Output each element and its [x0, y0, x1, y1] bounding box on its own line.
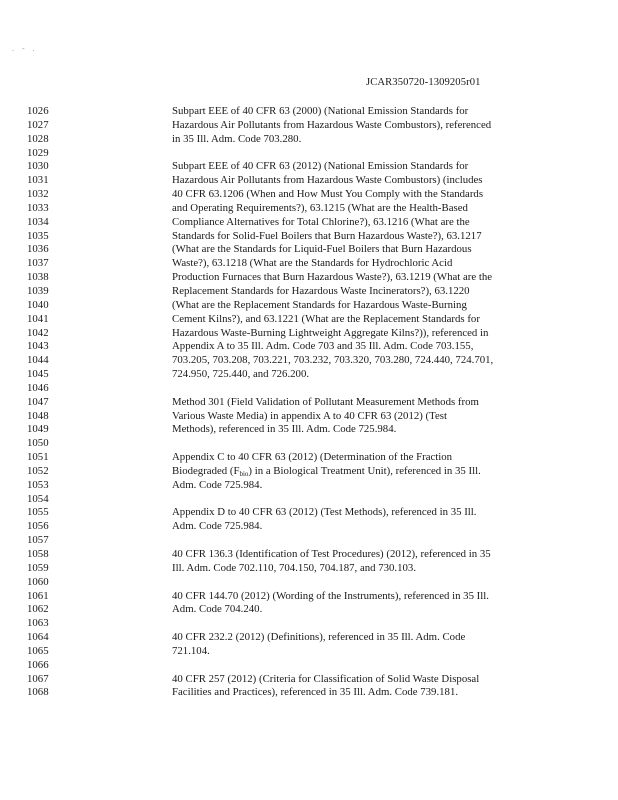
line-number: 1031	[27, 174, 49, 187]
text-line: Replacement Standards for Hazardous Waste Incinerators?), 63.1220	[172, 284, 470, 297]
line-number: 1037	[27, 257, 49, 270]
text-line: 703.205, 703.208, 703.221, 703.232, 703.320, 703.280, 724.440, 724.701,	[172, 354, 494, 367]
line-number: 1034	[27, 215, 49, 228]
line-number: 1028	[27, 132, 49, 145]
line-number: 1045	[27, 368, 49, 381]
line-number: 1038	[27, 271, 49, 284]
line-number: 1054	[27, 492, 49, 505]
line-number: 1062	[27, 603, 49, 616]
text-line: 721.104.	[172, 644, 210, 657]
text-fragment: ) in a Biological Treatment Unit), referenced in 35 Ill.	[248, 464, 481, 477]
line-number: 1061	[27, 589, 49, 602]
text-line: Compliance Alternatives for Total Chlorine?), 63.1216 (What are the	[172, 215, 470, 228]
line-number: 1049	[27, 423, 49, 436]
line-number: 1047	[27, 395, 49, 408]
text-line	[172, 382, 592, 396]
text-line: Production Furnaces that Burn Hazardous Waste?), 63.1219 (What are the	[172, 271, 493, 284]
line-number: 1032	[27, 188, 49, 201]
text-line: 40 CFR 257 (2012) (Criteria for Classification of Solid Waste Disposal	[172, 672, 480, 685]
text-line: Methods), referenced in 35 Ill. Adm. Code 725.984.	[172, 423, 397, 436]
text-line	[172, 493, 592, 507]
text-line: and Operating Requirements?), 63.1215 (What are the Health-Based	[172, 201, 468, 214]
text-line: Cement Kilns?), and 63.1221 (What are the Replacement Standards for	[172, 312, 480, 325]
line-number: 1039	[27, 284, 49, 297]
text-line: Adm. Code 704.240.	[172, 603, 263, 616]
text-line: 40 CFR 144.70 (2012) (Wording of the Instruments), referenced in 35 Ill.	[172, 589, 489, 602]
text-line: in 35 Ill. Adm. Code 703.280.	[172, 132, 302, 145]
line-number: 1067	[27, 672, 49, 685]
line-number: 1044	[27, 354, 49, 367]
text-line: 724.950, 725.440, and 726.200.	[172, 368, 310, 381]
text-line: Hazardous Air Pollutants from Hazardous Waste Combustors), referenced	[172, 118, 492, 131]
text-line: Subpart EEE of 40 CFR 63 (2012) (National Emission Standards for	[172, 160, 469, 173]
text-line: Hazardous Air Pollutants from Hazardous Waste Combustors) (includes	[172, 174, 483, 187]
line-number: 1043	[27, 340, 49, 353]
text-line	[172, 617, 592, 631]
text-line	[172, 659, 592, 673]
text-line: Appendix D to 40 CFR 63 (2012) (Test Methods), referenced in 35 Ill.	[172, 506, 477, 519]
line-number: 1040	[27, 298, 49, 311]
line-number: 1035	[27, 229, 49, 242]
line-number: 1052	[27, 464, 49, 477]
line-number: 1042	[27, 326, 49, 339]
line-number: 1046	[27, 381, 49, 394]
text-line: Various Waste Media) in appendix A to 40 CFR 63 (2012) (Test	[172, 409, 447, 422]
line-number: 1026	[27, 105, 49, 117]
line-number: 1041	[27, 312, 49, 325]
text-line	[172, 147, 592, 161]
subscript: bio	[239, 469, 249, 478]
line-number: 1064	[27, 631, 49, 644]
text-line: Adm. Code 725.984.	[172, 520, 263, 533]
text-line: Appendix A to 35 Ill. Adm. Code 703 and 35 Ill. Adm. Code 703.155,	[172, 340, 474, 353]
text-line: Method 301 (Field Validation of Pollutant Measurement Methods from	[172, 395, 479, 408]
text-line	[172, 576, 592, 590]
line-number: 1065	[27, 644, 49, 657]
line-number: 1066	[27, 658, 49, 671]
text-line: Subpart EEE of 40 CFR 63 (2000) (National Emission Standards for	[172, 105, 469, 117]
line-number: 1027	[27, 118, 49, 131]
line-number: 1057	[27, 534, 49, 547]
line-number: 1063	[27, 617, 49, 630]
text-line	[172, 437, 592, 451]
text-line: Facilities and Practices), referenced in 35 Ill. Adm. Code 739.181.	[172, 686, 459, 699]
text-line: Appendix C to 40 CFR 63 (2012) (Determination of the Fraction	[172, 451, 453, 464]
line-number: 1053	[27, 478, 49, 491]
line-number-gutter	[27, 105, 67, 700]
document-id: JCAR350720-1309205r01	[366, 77, 481, 88]
document-body	[172, 105, 592, 700]
text-line: (What are the Replacement Standards for Hazardous Waste-Burning	[172, 298, 467, 311]
text-line: Adm. Code 725.984.	[172, 478, 263, 491]
line-number: 1056	[27, 520, 49, 533]
line-number: 1060	[27, 575, 49, 588]
line-number: 1029	[27, 146, 49, 159]
line-number: 1058	[27, 548, 49, 560]
line-number: 1068	[27, 686, 49, 699]
text-line: Standards for Solid-Fuel Boilers that Burn Hazardous Waste?), 63.1217	[172, 229, 482, 242]
text-line: Ill. Adm. Code 702.110, 704.150, 704.187, and 730.103.	[172, 561, 417, 574]
text-line: 40 CFR 232.2 (2012) (Definitions), referenced in 35 Ill. Adm. Code	[172, 631, 466, 644]
text-line: 40 CFR 136.3 (Identification of Test Procedures) (2012), referenced in 35	[172, 548, 491, 560]
text-fragment: Biodegraded (F	[172, 464, 240, 477]
line-number: 1030	[27, 160, 49, 173]
line-number: 1036	[27, 243, 49, 256]
scan-mark: . - .	[12, 44, 38, 53]
line-number: 1048	[27, 409, 49, 422]
text-line: (What are the Standards for Liquid-Fuel Boilers that Burn Hazardous	[172, 243, 472, 256]
text-line: Hazardous Waste-Burning Lightweight Aggregate Kilns?)), referenced in	[172, 326, 489, 339]
text-line	[172, 465, 592, 479]
line-number: 1051	[27, 451, 49, 464]
line-number: 1055	[27, 506, 49, 519]
line-number: 1050	[27, 437, 49, 450]
text-line	[172, 534, 592, 548]
line-number: 1059	[27, 561, 49, 574]
line-number: 1033	[27, 201, 49, 214]
text-line: Waste?), 63.1218 (What are the Standards for Hydrochloric Acid	[172, 257, 453, 270]
text-line: 40 CFR 63.1206 (When and How Must You Comply with the Standards	[172, 188, 484, 201]
